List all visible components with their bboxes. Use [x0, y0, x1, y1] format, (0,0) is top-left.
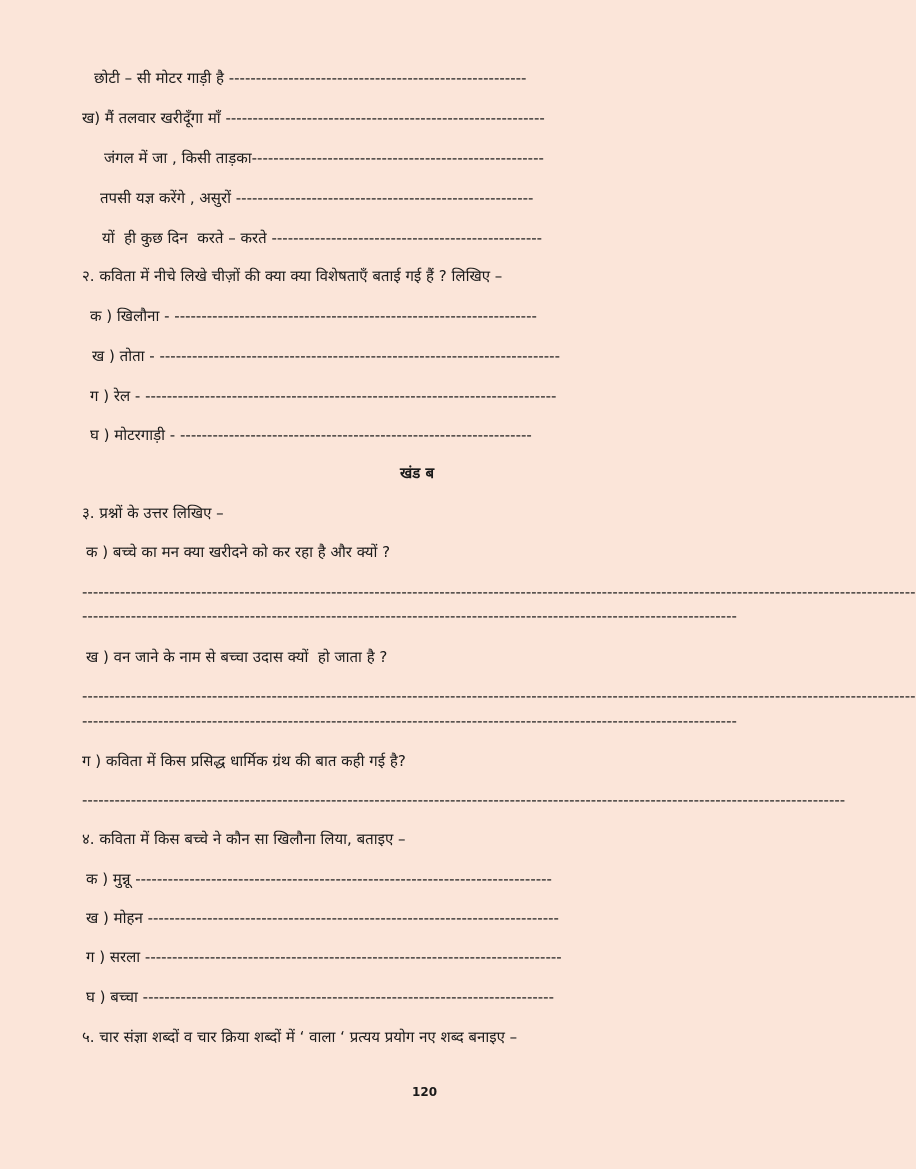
poem-line-choti-motor-gadi: छोटी – सी मोटर गाड़ी है -------------------------------------------------------	[94, 69, 527, 87]
q4-answer-line-mohan: ख ) मोहन ----------------------------------------------------------------------------	[86, 909, 559, 927]
q3b-answer-line-1: ----------------------------------------------------------------------------------------------------------------------------------------------------------	[82, 687, 916, 705]
poem-line-talwar: ख) मैं तलवार खरीदूँगा माँ -----------------------------------------------------------	[82, 109, 545, 127]
q2-answer-line-tota: ख ) तोता - --------------------------------------------------------------------------	[92, 347, 561, 365]
q3a-answer-line-2: -------------------------------------------------------------------------------------------------------------------------	[82, 607, 737, 625]
q3c-question: ग ) कविता में किस प्रसिद्ध धार्मिक ग्रंथ की बात कही गई है?	[82, 752, 406, 770]
q3c-answer-line: ---------------------------------------------------------------------------------------------------------------------------------------------	[82, 791, 846, 809]
section-heading: खंड ब	[400, 464, 435, 482]
question-2: २. कविता में नीचे लिखे चीज़ों की क्या क्या विशेषताएँ बताई गई हैं ? लिखिए –	[82, 267, 503, 285]
q4-answer-line-bachcha: घ ) बच्चा ----------------------------------------------------------------------------	[86, 988, 555, 1006]
q4-answer-line-sarla: ग ) सरला -----------------------------------------------------------------------------	[86, 948, 562, 966]
poem-line-jangal: जंगल में जा , किसी ताड़का------------------------------------------------------	[104, 149, 544, 167]
q3b-question: ख ) वन जाने के नाम से बच्चा उदास क्यों हो जाता है ?	[86, 648, 388, 666]
q2-answer-line-khilauna: क ) खिलौना - -------------------------------------------------------------------	[90, 307, 537, 325]
question-3: ३. प्रश्नों के उत्तर लिखिए –	[82, 504, 224, 522]
q4-answer-line-munnu: क ) मुन्नू -----------------------------------------------------------------------------	[86, 870, 552, 888]
q3a-question: क ) बच्चे का मन क्या खरीदने को कर रहा है और क्यों ?	[86, 543, 391, 561]
question-5: ५. चार संज्ञा शब्दों व चार क्रिया शब्दों में ‘ वाला ‘ प्रत्यय प्रयोग नए शब्द बनाइए –	[82, 1028, 518, 1046]
page-number: 120	[412, 1085, 438, 1099]
question-4: ४. कविता में किस बच्चे ने कौन सा खिलौना लिया, बताइए –	[82, 830, 406, 848]
q3a-answer-line-1: ----------------------------------------------------------------------------------------------------------------------------------------------------------	[82, 583, 916, 601]
q2-answer-line-rail: ग ) रेल - ----------------------------------------------------------------------------	[90, 387, 557, 405]
q2-answer-line-motorgadi: घ ) मोटरगाड़ी - -----------------------------------------------------------------	[90, 426, 532, 444]
poem-line-tapsi: तपसी यज्ञ करेंगे , असुरों -------------------------------------------------------	[100, 189, 534, 207]
q3b-answer-line-2: -------------------------------------------------------------------------------------------------------------------------	[82, 712, 737, 730]
poem-line-yon-hi: यों ही कुछ दिन करते – करते --------------------------------------------------	[102, 229, 543, 247]
